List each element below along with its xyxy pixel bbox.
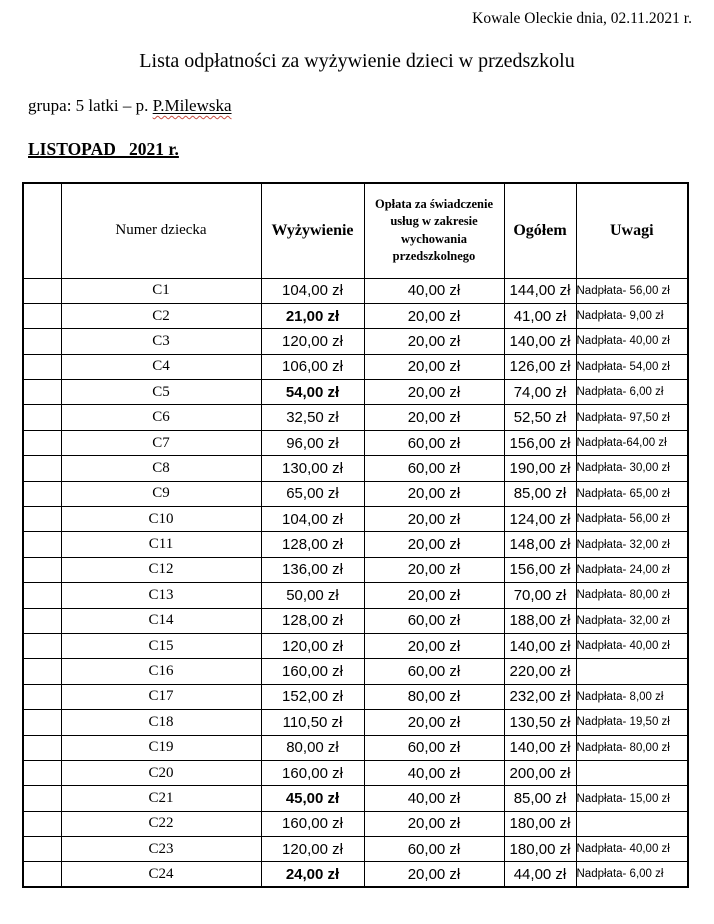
table-row [23,405,688,430]
cell-ogolem: 156,00 zł [504,557,576,582]
cell-numer-dziecka: C15 [61,633,261,658]
table-row [23,811,688,836]
cell-ogolem: 190,00 zł [504,456,576,481]
header-uwagi: Uwagi [576,183,688,278]
header-wyzywienie: Wyżywienie [261,183,364,278]
cell-empty [23,278,61,303]
table-row [23,557,688,582]
cell-ogolem: 144,00 zł [504,278,576,303]
cell-ogolem: 140,00 zł [504,735,576,760]
cell-oplata: 40,00 zł [364,760,504,785]
cell-empty [23,760,61,785]
cell-empty [23,354,61,379]
cell-uwagi: Nadpłata- 65,00 zł [576,481,688,506]
cell-oplata: 20,00 zł [364,811,504,836]
table-row [23,608,688,633]
cell-wyzywienie: 80,00 zł [261,735,364,760]
date-line: Kowale Oleckie dnia, 02.11.2021 r. [472,10,692,27]
cell-uwagi: Nadpłata- 97,50 zł [576,405,688,430]
cell-empty [23,786,61,811]
cell-ogolem: 232,00 zł [504,684,576,709]
cell-oplata: 60,00 zł [364,456,504,481]
cell-empty [23,430,61,455]
cell-wyzywienie: 152,00 zł [261,684,364,709]
table-row [23,760,688,785]
cell-numer-dziecka: C10 [61,507,261,532]
cell-empty [23,608,61,633]
cell-wyzywienie: 160,00 zł [261,811,364,836]
table-row [23,278,688,303]
cell-wyzywienie: 160,00 zł [261,659,364,684]
table-row [23,710,688,735]
cell-uwagi: Nadpłata- 56,00 zł [576,278,688,303]
cell-numer-dziecka: C2 [61,303,261,328]
cell-uwagi: Nadpłata- 24,00 zł [576,557,688,582]
cell-empty [23,380,61,405]
cell-empty [23,405,61,430]
cell-numer-dziecka: C11 [61,532,261,557]
table-row [23,303,688,328]
cell-numer-dziecka: C13 [61,583,261,608]
cell-numer-dziecka: C5 [61,380,261,405]
cell-uwagi: Nadpłata-64,00 zł [576,430,688,455]
page-title: Lista odpłatności za wyżywienie dzieci w przedszkolu [139,50,575,72]
cell-numer-dziecka: C20 [61,760,261,785]
cell-numer-dziecka: C24 [61,862,261,887]
table-row [23,456,688,481]
cell-oplata: 60,00 zł [364,837,504,862]
group-line [28,96,232,116]
cell-ogolem: 70,00 zł [504,583,576,608]
table-row [23,532,688,557]
header-empty [23,183,61,278]
cell-wyzywienie: 110,50 zł [261,710,364,735]
cell-wyzywienie: 128,00 zł [261,532,364,557]
header-oplata: Opłata za świadczenie usług w zakresie wychowania przedszkolnego [364,183,504,278]
cell-numer-dziecka: C14 [61,608,261,633]
table-row [23,659,688,684]
cell-uwagi: Nadpłata- 9,00 zł [576,303,688,328]
table-row [23,380,688,405]
cell-empty [23,837,61,862]
header-numer-dziecka: Numer dziecka [61,183,261,278]
teacher-name: P.Milewska [152,96,232,115]
cell-wyzywienie: 54,00 zł [261,380,364,405]
cell-wyzywienie: 120,00 zł [261,633,364,658]
cell-uwagi: Nadpłata- 40,00 zł [576,329,688,354]
cell-oplata: 40,00 zł [364,278,504,303]
cell-uwagi: Nadpłata- 19,50 zł [576,710,688,735]
cell-numer-dziecka: C6 [61,405,261,430]
cell-ogolem: 156,00 zł [504,430,576,455]
cell-numer-dziecka: C8 [61,456,261,481]
cell-ogolem: 188,00 zł [504,608,576,633]
cell-empty [23,481,61,506]
cell-uwagi [576,811,688,836]
cell-uwagi: Nadpłata- 40,00 zł [576,837,688,862]
cell-uwagi: Nadpłata- 54,00 zł [576,354,688,379]
cell-ogolem: 180,00 zł [504,837,576,862]
cell-wyzywienie: 130,00 zł [261,456,364,481]
cell-numer-dziecka: C17 [61,684,261,709]
cell-empty [23,862,61,887]
cell-wyzywienie: 45,00 zł [261,786,364,811]
cell-ogolem: 140,00 zł [504,329,576,354]
table-header-row [23,183,688,278]
cell-oplata: 20,00 zł [364,507,504,532]
cell-wyzywienie: 160,00 zł [261,760,364,785]
cell-oplata: 60,00 zł [364,608,504,633]
table-row [23,735,688,760]
cell-numer-dziecka: C7 [61,430,261,455]
cell-wyzywienie: 24,00 zł [261,862,364,887]
cell-empty [23,557,61,582]
cell-ogolem: 52,50 zł [504,405,576,430]
cell-oplata: 20,00 zł [364,481,504,506]
cell-numer-dziecka: C16 [61,659,261,684]
cell-wyzywienie: 50,00 zł [261,583,364,608]
group-prefix: grupa: 5 latki – p. [28,96,153,115]
cell-uwagi [576,659,688,684]
table-row [23,633,688,658]
cell-uwagi: Nadpłata- 15,00 zł [576,786,688,811]
cell-uwagi: Nadpłata- 80,00 zł [576,735,688,760]
cell-oplata: 20,00 zł [364,557,504,582]
cell-uwagi: Nadpłata- 6,00 zł [576,862,688,887]
cell-wyzywienie: 120,00 zł [261,329,364,354]
cell-uwagi: Nadpłata- 6,00 zł [576,380,688,405]
cell-uwagi: Nadpłata- 40,00 zł [576,633,688,658]
cell-ogolem: 74,00 zł [504,380,576,405]
cell-ogolem: 140,00 zł [504,633,576,658]
cell-ogolem: 44,00 zł [504,862,576,887]
table-row [23,786,688,811]
cell-ogolem: 220,00 zł [504,659,576,684]
cell-empty [23,684,61,709]
cell-ogolem: 124,00 zł [504,507,576,532]
cell-oplata: 60,00 zł [364,430,504,455]
cell-numer-dziecka: C22 [61,811,261,836]
cell-empty [23,811,61,836]
cell-numer-dziecka: C9 [61,481,261,506]
cell-empty [23,659,61,684]
cell-wyzywienie: 136,00 zł [261,557,364,582]
table-row [23,837,688,862]
cell-oplata: 80,00 zł [364,684,504,709]
table-row [23,430,688,455]
cell-empty [23,633,61,658]
cell-ogolem: 148,00 zł [504,532,576,557]
cell-oplata: 20,00 zł [364,380,504,405]
cell-uwagi [576,760,688,785]
cell-wyzywienie: 96,00 zł [261,430,364,455]
cell-oplata: 40,00 zł [364,786,504,811]
cell-oplata: 60,00 zł [364,659,504,684]
cell-oplata: 20,00 zł [364,532,504,557]
cell-ogolem: 180,00 zł [504,811,576,836]
cell-oplata: 20,00 zł [364,329,504,354]
cell-oplata: 20,00 zł [364,405,504,430]
cell-empty [23,456,61,481]
table-row [23,329,688,354]
cell-numer-dziecka: C3 [61,329,261,354]
cell-numer-dziecka: C19 [61,735,261,760]
table-row [23,684,688,709]
cell-uwagi: Nadpłata- 32,00 zł [576,608,688,633]
cell-wyzywienie: 120,00 zł [261,837,364,862]
cell-uwagi: Nadpłata- 8,00 zł [576,684,688,709]
cell-empty [23,329,61,354]
cell-empty [23,735,61,760]
cell-ogolem: 200,00 zł [504,760,576,785]
table-row [23,507,688,532]
cell-numer-dziecka: C23 [61,837,261,862]
table-row [23,354,688,379]
cell-numer-dziecka: C18 [61,710,261,735]
table-row [23,481,688,506]
cell-uwagi: Nadpłata- 30,00 zł [576,456,688,481]
payments-table-body [23,278,688,887]
cell-oplata: 20,00 zł [364,633,504,658]
cell-wyzywienie: 104,00 zł [261,507,364,532]
cell-oplata: 20,00 zł [364,303,504,328]
cell-empty [23,710,61,735]
month-heading: LISTOPAD 2021 r. [28,139,179,159]
cell-ogolem: 85,00 zł [504,481,576,506]
cell-oplata: 20,00 zł [364,862,504,887]
cell-oplata: 20,00 zł [364,354,504,379]
cell-wyzywienie: 128,00 zł [261,608,364,633]
cell-uwagi: Nadpłata- 56,00 zł [576,507,688,532]
cell-wyzywienie: 21,00 zł [261,303,364,328]
cell-ogolem: 41,00 zł [504,303,576,328]
teacher-name-spellcheck [153,96,232,115]
cell-ogolem: 85,00 zł [504,786,576,811]
cell-oplata: 20,00 zł [364,583,504,608]
cell-wyzywienie: 65,00 zł [261,481,364,506]
cell-empty [23,583,61,608]
cell-ogolem: 130,50 zł [504,710,576,735]
cell-uwagi: Nadpłata- 32,00 zł [576,532,688,557]
cell-oplata: 60,00 zł [364,735,504,760]
cell-numer-dziecka: C21 [61,786,261,811]
cell-empty [23,303,61,328]
cell-numer-dziecka: C1 [61,278,261,303]
header-ogolem: Ogółem [504,183,576,278]
cell-uwagi: Nadpłata- 80,00 zł [576,583,688,608]
payments-table [22,182,689,888]
cell-oplata: 20,00 zł [364,710,504,735]
cell-wyzywienie: 106,00 zł [261,354,364,379]
cell-numer-dziecka: C4 [61,354,261,379]
cell-wyzywienie: 32,50 zł [261,405,364,430]
table-row [23,862,688,887]
cell-empty [23,507,61,532]
cell-numer-dziecka: C12 [61,557,261,582]
cell-empty [23,532,61,557]
table-row [23,583,688,608]
cell-wyzywienie: 104,00 zł [261,278,364,303]
cell-ogolem: 126,00 zł [504,354,576,379]
